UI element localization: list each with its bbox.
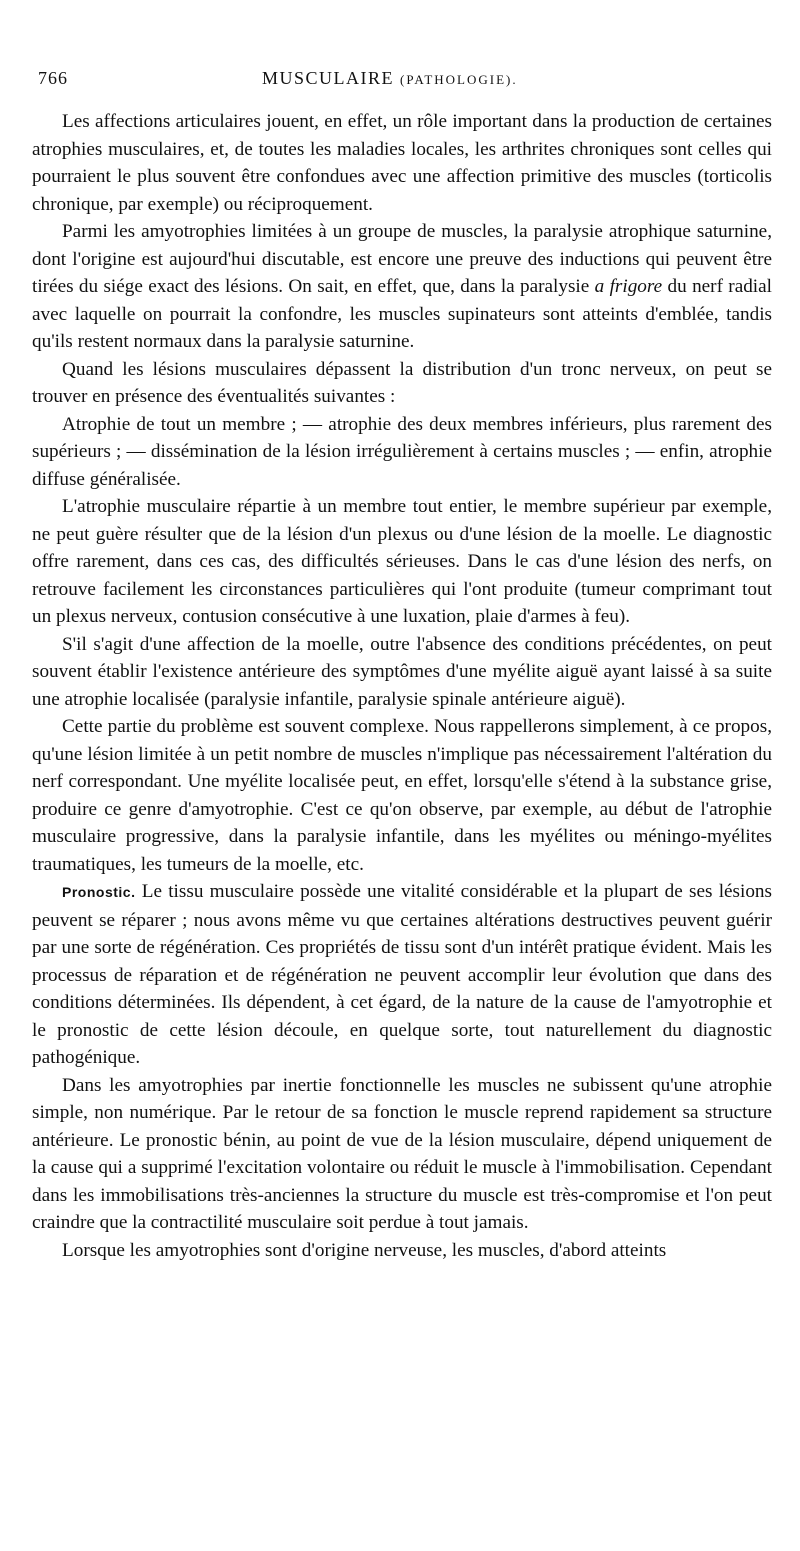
paragraph: Lorsque les amyotrophies sont d'origine nerveuse, les muscles, d'abord atteints bbox=[62, 1239, 667, 1261]
running-head-title: MUSCULAIRE bbox=[262, 68, 395, 88]
paragraph: Atrophie de tout un membre ; — atrophie des deux membres inférieurs, plus rarement des supérieurs ; — dissémination de la lésion irrégulièrement à certains muscles ; — enfin, atrophie diffuse généralisée. bbox=[32, 413, 772, 490]
paragraph: Dans les amyotrophies par inertie fonctionnelle les muscles ne subissent qu'une atrophie simple, non numérique. Par le retour de sa fonction le muscle reprend rapidement sa structure antérieure. Le pronostic bénin, au point de vue de la lésion musculaire, dépend uniquement de la cause qui a supprimé l'excitation volontaire ou réduit le muscle à l'immobilisation. Cependant dans les immobilisations très-anciennes la structure du muscle est très-compromise et l'on peut craindre que la contractilité musculaire soit perdue à tout jamais. bbox=[32, 1074, 772, 1233]
section-lead-pronostic: Pronostic. bbox=[62, 884, 136, 900]
running-head bbox=[178, 68, 772, 89]
paragraph: Parmi les amyotrophies limitées à un groupe de muscles, la paralysie atrophique saturnine, dont l'origine est aujourd'hui discutable, est encore une preuve des inductions qui peuvent être tirées du siége exact des lésions. On sait, en effet, que, dans la paralysie a frigore du nerf radial avec laquelle on pourrait la confondre, les muscles supinateurs sont atteints d'emblée, tandis qu'ils restent normaux dans la paralysie saturnine. bbox=[32, 221, 772, 352]
italic-term: a frigore bbox=[594, 276, 663, 297]
paragraph: Les affections articulaires jouent, en effet, un rôle important dans la production de certaines atrophies musculaires, et, de toutes les maladies locales, les arthrites chroniques sont celles qui pourraient le plus souvent être confondues avec une affection primitive des muscles (torticolis chronique, par exemple) ou réciproquement. bbox=[32, 111, 772, 215]
running-head-subtitle: (PATHOLOGIE). bbox=[400, 72, 518, 87]
paragraph: Pronostic. Le tissu musculaire possède une vitalité considérable et la plupart de ses lésions peuvent se réparer ; nous avons même vu que certaines altérations destructives peuvent guérir par une sorte de régénération. Ces propriétés de tissu sont d'un intérêt pratique évident. Mais les processus de réparation et de régénération ne peuvent accomplir leur évolution que dans des conditions déterminées. Ils dépendent, à cet égard, de la nature de la cause de l'amyotrophie et le pronostic de cette lésion découle, en quelque sorte, tout naturellement du diagnostic pathogénique. bbox=[32, 881, 772, 1068]
paragraph: Cette partie du problème est souvent complexe. Nous rappellerons simplement, à ce propos, qu'une lésion limitée à un petit nombre de muscles n'implique pas nécessairement l'altération du nerf correspondant. Une myélite localisée peut, en effet, lorsqu'elle s'étend à la substance grise, produire ce genre d'amyotrophie. C'est ce qu'on observe, par exemple, au début de l'atrophie musculaire progressive, dans la paralysie infantile, dans les myélites ou méningo-myélites traumatiques, les tumeurs de la moelle, etc. bbox=[32, 716, 772, 875]
page-header bbox=[32, 68, 772, 102]
paragraph: Quand les lésions musculaires dépassent la distribution d'un tronc nerveux, on peut se trouver en présence des éventualités suivantes : bbox=[32, 358, 772, 407]
paragraph: L'atrophie musculaire répartie à un membre tout entier, le membre supérieur par exemple, ne peut guère résulter que de la lésion d'un plexus ou d'une lésion de la moelle. Le diagnostic offre rarement, dans ces cas, des difficultés sérieuses. Dans le cas d'une lésion des nerfs, on retrouve facilement les circonstances particulières qui l'ont produite (tumeur comprimant tout un plexus nerveux, contusion consécutive à une luxation, plaie d'armes à feu). bbox=[32, 496, 772, 627]
body-text bbox=[32, 108, 772, 1264]
page-number: 766 bbox=[38, 68, 68, 88]
paragraph: S'il s'agit d'une affection de la moelle, outre l'absence des conditions précédentes, on peut souvent établir l'existence antérieure des symptômes d'une myélite aiguë ayant laissé à sa suite une atrophie localisée (paralysie infantile, paralysie spinale antérieure aiguë). bbox=[32, 633, 772, 710]
